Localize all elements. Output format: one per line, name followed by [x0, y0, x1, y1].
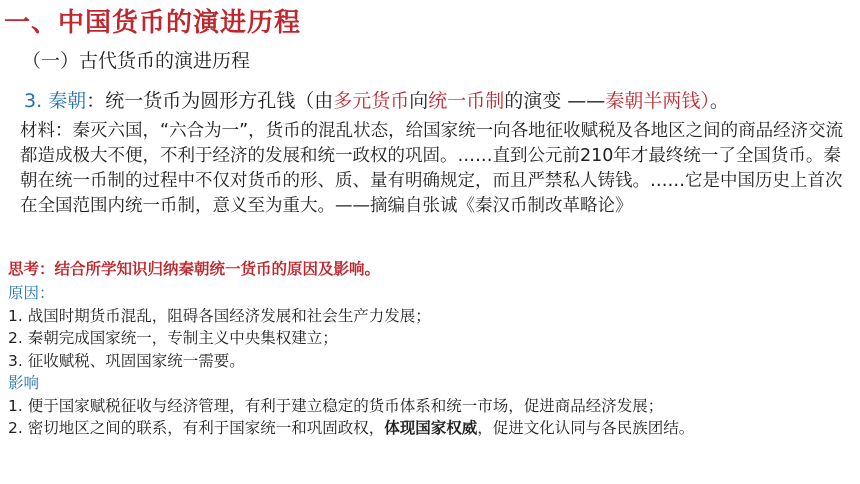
- material-paragraph: 材料：秦灭六国，“六合为一”，货币的混乱状态，给国家统一向各地征收赋税及各地区之间的商品经济交流都造成极大不便，不利于经济的发展和统一政权的巩固。……直到公元前210年才最终统一了全国货币。秦朝在统一币制的过程中不仅对货币的形、质、量有明确规定，而且严禁私人铸钱。……它是中国历史上首次在全国范围内统一币制，意义至为重大。——摘编自张诚《秦汉币制改革略论》: [20, 121, 844, 216]
- point-name: 秦朝: [48, 90, 87, 112]
- impact-2-text-b: ，促进文化认同与各民族团结。: [477, 419, 695, 437]
- point-red-c: 秦朝半两钱）: [605, 90, 710, 112]
- reason-item: 3. 征收赋税、巩固国家统一需要。: [8, 351, 245, 370]
- point-text-d: 。: [709, 90, 729, 112]
- answer-block: [8, 282, 858, 440]
- section-subtitle: （一）古代货币的演进历程: [22, 50, 251, 72]
- point-number: 3.: [24, 90, 43, 112]
- reasons-header: 原因：: [8, 284, 55, 302]
- point-text-c: 的演变 ——: [504, 90, 606, 112]
- page-title: 一、中国货币的演进历程: [4, 8, 302, 38]
- impact-item: 1. 便于国家赋税征收与经济管理，有利于建立稳定的货币体系和统一市场，促进商品经济发展；: [8, 396, 664, 415]
- reason-item: 2. 秦朝完成国家统一，专制主义中央集权建立；: [8, 329, 338, 347]
- point-red-a: 多元货币: [333, 90, 410, 112]
- impact-item: [8, 417, 858, 440]
- impact-header: 影响: [8, 374, 40, 392]
- reason-item: 1. 战国时期货币混乱，阻碍各国经济发展和社会生产力发展；: [8, 306, 431, 325]
- qin-point-line: [24, 86, 729, 113]
- impact-2-bold: 体现国家权威: [384, 419, 478, 437]
- point-text-b: 向: [409, 90, 429, 112]
- point-text-a: ：统一货币为圆形方孔钱（由: [86, 90, 334, 112]
- point-red-b: 统一币制: [428, 90, 505, 112]
- think-question: 思考：结合所学知识归纳秦朝统一货币的原因及影响。: [8, 260, 381, 278]
- impact-2-text-a: 2. 密切地区之间的联系，有利于国家统一和巩固政权，: [8, 419, 385, 437]
